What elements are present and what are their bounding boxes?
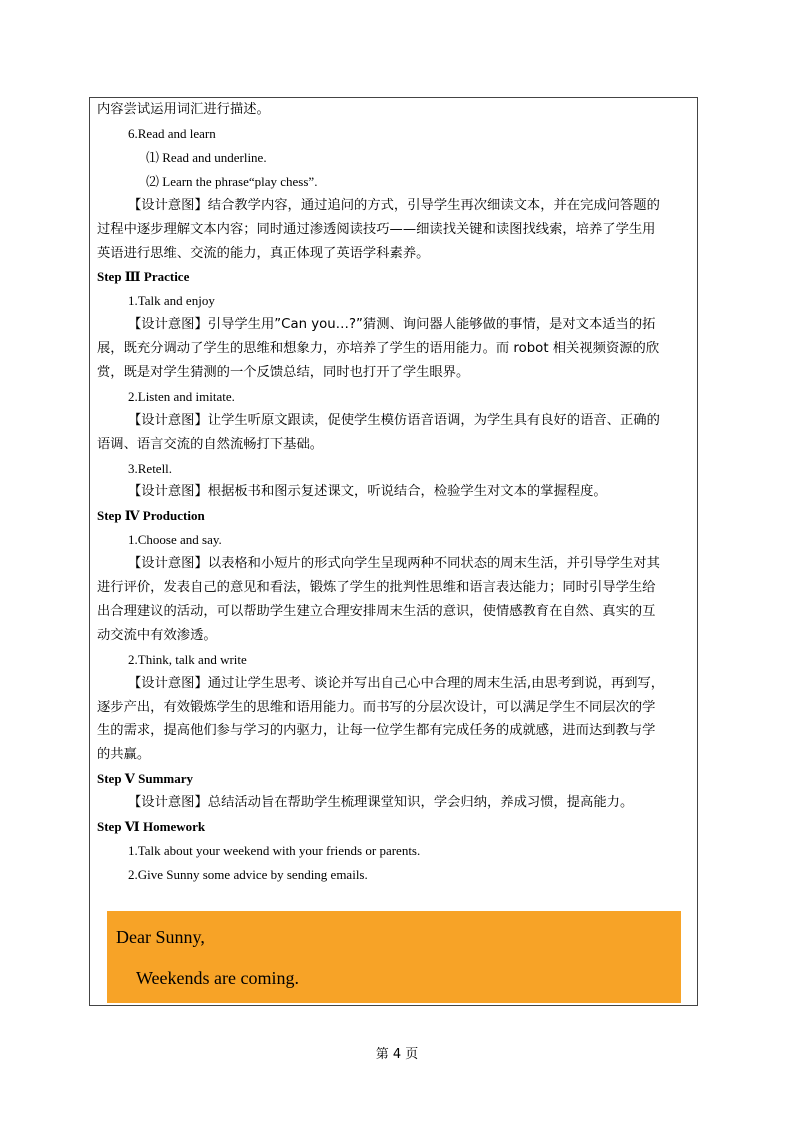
design-intent-paragraph: 【设计意图】让学生听原文跟读，促使学生模仿语音语调，为学生具有良好的语音、正确的: [128, 413, 660, 428]
text-line: 过程中逐步理解文本内容；同时通过渗透阅读技巧——细读找关键和读图找线索，培养了学生用: [97, 222, 656, 237]
activity-heading: 1.Talk and enjoy: [128, 293, 215, 308]
homework-item: 1.Talk about your weekend with your friends or parents.: [128, 843, 421, 858]
letter-body: Weekends are coming.: [136, 968, 299, 988]
sub-activity: ⑵ Learn the phrase“play chess”.: [146, 174, 318, 189]
activity-heading: 3.Retell.: [128, 461, 173, 476]
text-line: 逐步产出，有效锻炼学生的思维和语用能力。而书写的分层次设计，可以满足学生不同层次的学: [97, 700, 656, 715]
text-line: 语调、语言交流的自然流畅打下基础。: [97, 437, 324, 452]
activity-heading: 1.Choose and say.: [128, 532, 222, 547]
activity-heading: 2.Listen and imitate.: [128, 389, 235, 404]
sub-activity: ⑴ Read and underline.: [146, 150, 267, 165]
homework-item: 2.Give Sunny some advice by sending emails.: [128, 867, 368, 882]
activity-heading: 2.Think, talk and write: [128, 652, 247, 667]
text-line: 英语进行思维、交流的能力，真正体现了英语学科素养。: [97, 246, 430, 261]
text-line: 生的需求，提高他们参与学习的内驱力，让每一位学生都有完成任务的成就感，进而达到教与学: [97, 723, 656, 738]
design-intent-paragraph: 【设计意图】结合教学内容，通过追问的方式，引导学生再次细读文本，并在完成问答题的: [128, 198, 660, 213]
design-intent-paragraph: 【设计意图】根据板书和图示复述课文，听说结合，检验学生对文本的掌握程度。: [128, 484, 607, 499]
activity-heading: 6.Read and learn: [128, 126, 216, 141]
step-heading: Step Ⅴ Summary: [97, 771, 194, 786]
step-heading: Step Ⅳ Production: [97, 508, 205, 523]
step-heading: Step Ⅲ Practice: [97, 269, 190, 284]
letter-box: [107, 911, 681, 1003]
page-number: 第 4 页: [375, 1047, 419, 1062]
step-heading: Step Ⅵ Homework: [97, 819, 206, 834]
design-intent-paragraph: 【设计意图】通过让学生思考、谈论并写出自己心中合理的周末生活,由思考到说，再到写，: [128, 676, 665, 691]
design-intent-paragraph: 【设计意图】以表格和小短片的形式向学生呈现两种不同状态的周末生活，并引导学生对其: [128, 556, 660, 571]
text-line: 展，既充分调动了学生的思维和想象力，亦培养了学生的语用能力。而 robot 相关视频资源的欣: [97, 341, 660, 356]
text-line: 动交流中有效渗透。: [97, 628, 217, 643]
text-line: 赏，既是对学生猜测的一个反馈总结，同时也打开了学生眼界。: [97, 365, 470, 380]
design-intent-paragraph: 【设计意图】总结活动旨在帮助学生梳理课堂知识，学会归纳，养成习惯，提高能力。: [128, 795, 634, 810]
text-line: 内容尝试运用词汇进行描述。: [97, 102, 270, 117]
design-intent-paragraph: 【设计意图】引导学生用”Can you…?”猜测、询问器人能够做的事情，是对文本适当的拓: [128, 317, 656, 332]
text-line: 进行评价，发表自己的意见和看法，锻炼了学生的批判性思维和语言表达能力；同时引导学生给: [97, 580, 656, 595]
text-line: 的共赢。: [97, 747, 151, 762]
letter-greeting: Dear Sunny,: [116, 927, 205, 947]
text-line: 出合理建议的活动，可以帮助学生建立合理安排周末生活的意识，使情感教育在自然、真实的互: [97, 604, 656, 619]
